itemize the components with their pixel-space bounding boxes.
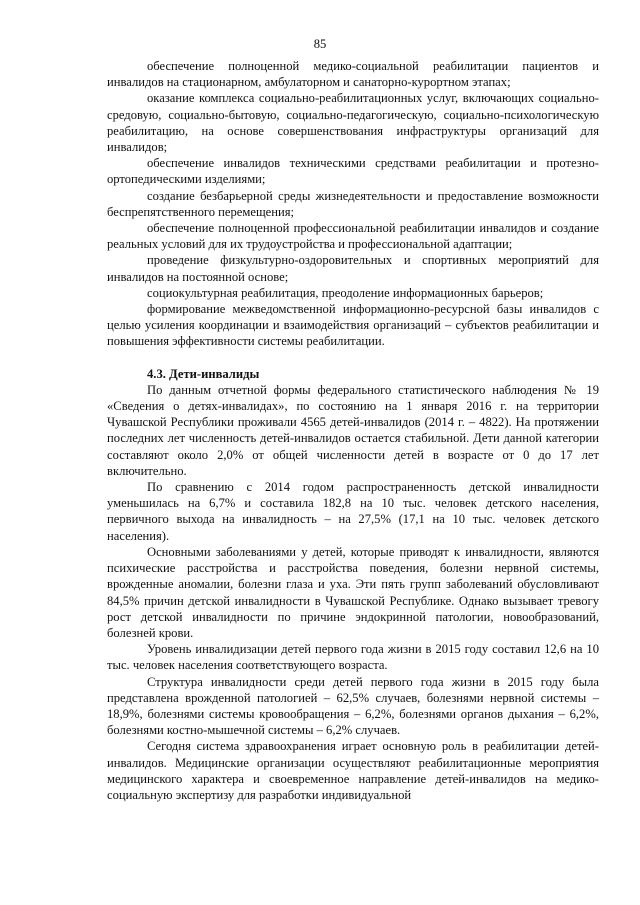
list-item: создание безбарьерной среды жизнедеятельности и предоставление возможности беспрепятственного перемещения; <box>107 188 599 219</box>
paragraph: Структура инвалидности среди детей первого года жизни в 2015 году была представлена врожденной патологией – 62,5% случаев, болезнями нервной системы – 18,9%, болезнями системы кровообращения – 6,2%, болезнями органов дыхания – 6,2%, болезнями костно-мышечной системы – 6,2% случаев. <box>107 674 599 738</box>
page-body <box>107 58 599 803</box>
paragraph: Сегодня система здравоохранения играет основную роль в реабилитации детей-инвалидов. Медицинские организации осуществляют реабилитационные мероприятия медицинского характера и своевременное направление детей-инвалидов на медико-социальную экспертизу для разработки индивидуальной <box>107 739 599 802</box>
paragraph: Основными заболеваниями у детей, которые приводят к инвалидности, являются психические расстройства и расстройства поведения, болезни нервной системы, врожденные аномалии, болезни глаза и уха. Эти пять групп заболеваний обусловливают 84,5% причин детской инвалидности в Чувашской Республике. Однако вызывает тревогу рост детской инвалидности по причине эндокринной патологии, новообразований, болезней крови. <box>107 544 599 640</box>
list-item: социокультурная реабилитация, преодоление информационных барьеров; <box>147 285 544 300</box>
paragraph: По данным отчетной формы федерального статистического наблюдения № 19 «Сведения о детях-инвалидах», по состоянию на 1 января 2016 г. на территории Чувашской Республики проживали 4565 детей-инвалидов (2014 г. – 4822). На протяжении последних лет численность детей-инвалидов остается стабильной. Дети данной категории составляют около 2,0% от общей численности детей в возрасте от 0 до 17 лет включительно. <box>107 382 599 478</box>
list-item: обеспечение инвалидов техническими средствами реабилитации и протезно-ортопедическими изделиями; <box>107 156 599 187</box>
list-item: оказание комплекса социально-реабилитационных услуг, включающих социально-средовую, социально-бытовую, социально-педагогическую, социально-психологическую реабилитацию, на основе совершенствования инфраструктуры организаций для инвалидов; <box>107 91 599 155</box>
list-item: формирование межведомственной информационно-ресурсной базы инвалидов с целью усиления координации и взаимодействия организаций – субъектов реабилитации и повышения эффективности системы реабилитации. <box>107 302 599 349</box>
list-item: обеспечение полноценной профессиональной реабилитации инвалидов и создание реальных условий для их трудоустройства и профессиональной адаптации; <box>107 221 599 252</box>
paragraph: Уровень инвалидизации детей первого года жизни в 2015 году составил 12,6 на 10 тыс. человек населения соответствующего возраста. <box>107 642 599 673</box>
page-number: 85 <box>313 37 327 51</box>
list-item: проведение физкультурно-оздоровительных и спортивных мероприятий для инвалидов на постоянной основе; <box>107 253 599 284</box>
list-item: обеспечение полноценной медико-социальной реабилитации пациентов и инвалидов на стационарном, амбулаторном и санаторно-курортном этапах; <box>107 59 599 90</box>
paragraph: По сравнению с 2014 годом распространенность детской инвалидности уменьшилась на 6,7% и составила 182,8 на 10 тыс. человек детского населения, первичного выхода на инвалидность – на 27,5% (17,1 на 10 тыс. человек детского населения). <box>107 480 599 543</box>
section-heading: 4.3. Дети-инвалиды <box>147 366 260 381</box>
